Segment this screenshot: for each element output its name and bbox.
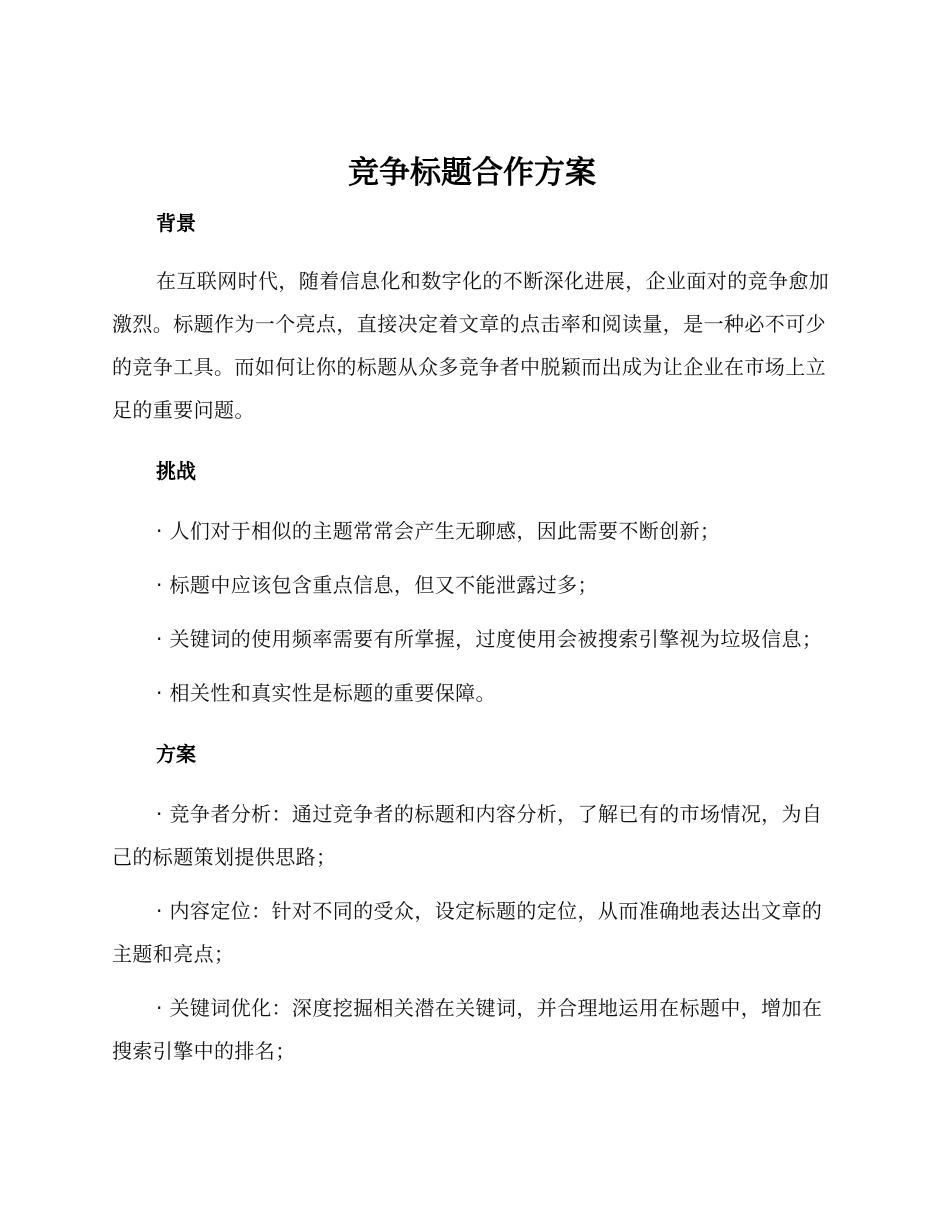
section-heading-background: 背景 — [156, 211, 196, 235]
solution-item: · 关键词优化：深度挖掘相关潜在关键词，并合理地运用在标题中，增加在搜索引擎中的排名； — [112, 996, 823, 1063]
document-body — [112, 150, 832, 1073]
challenge-item: · 人们对于相似的主题常常会产生无聊感，因此需要不断创新； — [156, 519, 721, 543]
solution-item: · 内容定位：针对不同的受众，设定标题的定位，从而准确地表达出文章的主题和亮点； — [112, 899, 823, 966]
challenge-item: · 关键词的使用频率需要有所掌握，过度使用会被搜索引擎视为垃圾信息； — [156, 627, 823, 651]
solution-item: · 竞争者分析：通过竞争者的标题和内容分析，了解已有的市场情况，为自己的标题策划提供思路； — [112, 802, 823, 869]
challenge-item: · 标题中应该包含重点信息，但又不能泄露过多； — [156, 573, 598, 597]
section-heading-challenges: 挑战 — [156, 459, 196, 483]
section-heading-solutions: 方案 — [156, 742, 196, 766]
challenge-item: · 相关性和真实性是标题的重要保障。 — [156, 681, 496, 705]
document-title: 竞争标题合作方案 — [348, 155, 596, 191]
background-paragraph: 在互联网时代，随着信息化和数字化的不断深化进展，企业面对的竞争愈加激烈。标题作为一个亮点，直接决定着文章的点击率和阅读量，是一种必不可少的竞争工具。而如何让你的标题从众多竞争者中脱颖而出成为让企业在市场上立足的重要问题。 — [112, 269, 830, 422]
